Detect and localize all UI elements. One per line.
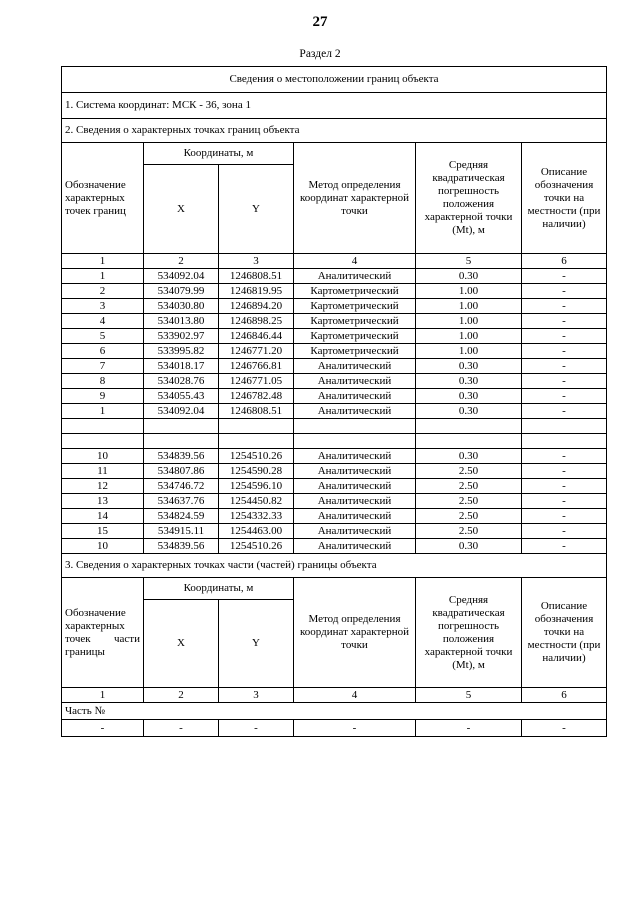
header-coordinates: Координаты, м	[144, 143, 294, 165]
part-cell: -	[294, 720, 416, 737]
error-cell: 1.00	[416, 329, 522, 344]
description-cell: -	[522, 284, 607, 299]
y-cell: 1246894.20	[219, 299, 294, 314]
empty-cell	[219, 434, 294, 449]
method-cell: Аналитический	[294, 389, 416, 404]
point-id-cell: 1	[62, 269, 144, 284]
x-cell: 534637.76	[144, 494, 219, 509]
x-cell: 534079.99	[144, 284, 219, 299]
x-cell: 534028.76	[144, 374, 219, 389]
col-number: 2	[144, 254, 219, 269]
y-cell: 1246846.44	[219, 329, 294, 344]
point-id-cell: 1	[62, 404, 144, 419]
col-number: 5	[416, 688, 522, 703]
empty-separator-row	[62, 419, 607, 434]
table-row	[62, 509, 607, 524]
error-cell: 2.50	[416, 494, 522, 509]
x-cell: 534839.56	[144, 449, 219, 464]
description-cell: -	[522, 344, 607, 359]
point-id-cell: 10	[62, 539, 144, 554]
error-cell: 0.30	[416, 404, 522, 419]
description-cell: -	[522, 359, 607, 374]
error-cell: 0.30	[416, 374, 522, 389]
table-row	[62, 314, 607, 329]
contour-1-rows	[62, 269, 607, 419]
y-cell: 1254332.33	[219, 509, 294, 524]
error-cell: 2.50	[416, 524, 522, 539]
x-cell: 534055.43	[144, 389, 219, 404]
table-title: Сведения о местоположении границ объекта	[62, 67, 607, 93]
error-cell: 1.00	[416, 314, 522, 329]
method-cell: Аналитический	[294, 464, 416, 479]
y-cell: 1246771.20	[219, 344, 294, 359]
part-cell: -	[144, 720, 219, 737]
empty-cell	[416, 419, 522, 434]
empty-cell	[522, 434, 607, 449]
description-cell: -	[522, 494, 607, 509]
header-x: X	[144, 165, 219, 254]
table-row	[62, 479, 607, 494]
empty-cell	[522, 419, 607, 434]
table-row	[62, 299, 607, 314]
x-cell: 533902.97	[144, 329, 219, 344]
part-column-numbers-row	[62, 688, 607, 703]
col-number: 1	[62, 254, 144, 269]
col-number: 3	[219, 254, 294, 269]
table-row	[62, 359, 607, 374]
empty-cell	[219, 419, 294, 434]
col-number: 3	[219, 688, 294, 703]
description-cell: -	[522, 509, 607, 524]
part-header-error: Средняя квадратическая погрешность положения характерной точки (Mt), м	[416, 578, 522, 688]
x-cell: 534746.72	[144, 479, 219, 494]
table-row	[62, 329, 607, 344]
col-number: 4	[294, 688, 416, 703]
point-id-cell: 6	[62, 344, 144, 359]
table-row	[62, 269, 607, 284]
page-number: 27	[312, 14, 328, 30]
table-row	[62, 524, 607, 539]
empty-separator-row	[62, 434, 607, 449]
part-label: Часть №	[62, 703, 607, 720]
table-row	[62, 284, 607, 299]
description-cell: -	[522, 464, 607, 479]
description-cell: -	[522, 539, 607, 554]
part-cell: -	[62, 720, 144, 737]
description-cell: -	[522, 314, 607, 329]
method-cell: Аналитический	[294, 269, 416, 284]
method-cell: Аналитический	[294, 449, 416, 464]
method-cell: Картометрический	[294, 284, 416, 299]
point-id-cell: 10	[62, 449, 144, 464]
point-id-cell: 14	[62, 509, 144, 524]
point-id-cell: 7	[62, 359, 144, 374]
y-cell: 1254590.28	[219, 464, 294, 479]
description-cell: -	[522, 299, 607, 314]
method-cell: Картометрический	[294, 299, 416, 314]
part-row	[62, 720, 607, 737]
error-cell: 0.30	[416, 359, 522, 374]
y-cell: 1246771.05	[219, 374, 294, 389]
x-cell: 534915.11	[144, 524, 219, 539]
description-cell: -	[522, 524, 607, 539]
error-cell: 0.30	[416, 449, 522, 464]
point-id-cell: 2	[62, 284, 144, 299]
point-id-cell: 5	[62, 329, 144, 344]
section-2-title: 2. Сведения о характерных точках границ объекта	[62, 119, 607, 143]
col-number: 6	[522, 688, 607, 703]
col-number: 5	[416, 254, 522, 269]
y-cell: 1246819.95	[219, 284, 294, 299]
method-cell: Картометрический	[294, 344, 416, 359]
method-cell: Аналитический	[294, 404, 416, 419]
error-cell: 2.50	[416, 509, 522, 524]
y-cell: 1254510.26	[219, 539, 294, 554]
y-cell: 1246782.48	[219, 389, 294, 404]
y-cell: 1246808.51	[219, 404, 294, 419]
empty-cell	[62, 434, 144, 449]
header-y: Y	[219, 165, 294, 254]
y-cell: 1246898.25	[219, 314, 294, 329]
empty-cell	[144, 434, 219, 449]
point-id-cell: 4	[62, 314, 144, 329]
description-cell: -	[522, 374, 607, 389]
point-id-cell: 15	[62, 524, 144, 539]
coord-system: 1. Система координат: МСК - 36, зона 1	[62, 93, 607, 119]
empty-cell	[416, 434, 522, 449]
table-row	[62, 389, 607, 404]
header-method: Метод определения координат характерной точки	[294, 143, 416, 254]
part-boundary-table	[61, 553, 607, 737]
y-cell: 1254463.00	[219, 524, 294, 539]
x-cell: 534013.80	[144, 314, 219, 329]
contour-2-rows	[62, 449, 607, 554]
error-cell: 1.00	[416, 344, 522, 359]
section-title: Раздел 2	[299, 48, 341, 60]
y-cell: 1254596.10	[219, 479, 294, 494]
y-cell: 1246808.51	[219, 269, 294, 284]
table-row	[62, 374, 607, 389]
point-id-cell: 13	[62, 494, 144, 509]
part-cell: -	[219, 720, 294, 737]
point-id-cell: 11	[62, 464, 144, 479]
part-header-method: Метод определения координат характерной точки	[294, 578, 416, 688]
method-cell: Аналитический	[294, 539, 416, 554]
part-cell: -	[522, 720, 607, 737]
col-number: 2	[144, 688, 219, 703]
error-cell: 0.30	[416, 389, 522, 404]
y-cell: 1246766.81	[219, 359, 294, 374]
boundary-table	[61, 66, 607, 554]
method-cell: Аналитический	[294, 494, 416, 509]
method-cell: Аналитический	[294, 374, 416, 389]
point-id-cell: 3	[62, 299, 144, 314]
description-cell: -	[522, 329, 607, 344]
part-header-x: X	[144, 600, 219, 688]
table-row	[62, 404, 607, 419]
point-id-cell: 8	[62, 374, 144, 389]
table-row	[62, 464, 607, 479]
part-cell: -	[416, 720, 522, 737]
description-cell: -	[522, 404, 607, 419]
y-cell: 1254510.26	[219, 449, 294, 464]
error-cell: 2.50	[416, 479, 522, 494]
error-cell: 1.00	[416, 299, 522, 314]
empty-cell	[144, 419, 219, 434]
col-number: 6	[522, 254, 607, 269]
header-error: Средняя квадратическая погрешность положения характерной точки (Mt), м	[416, 143, 522, 254]
section-3-title: 3. Сведения о характерных точках части (частей) границы объекта	[62, 554, 607, 578]
part-header-y: Y	[219, 600, 294, 688]
part-header-description: Описание обозначения точки на местности (при наличии)	[522, 578, 607, 688]
column-numbers-row	[62, 254, 607, 269]
table-row	[62, 344, 607, 359]
method-cell: Картометрический	[294, 314, 416, 329]
description-cell: -	[522, 389, 607, 404]
method-cell: Аналитический	[294, 524, 416, 539]
method-cell: Аналитический	[294, 509, 416, 524]
x-cell: 534030.80	[144, 299, 219, 314]
x-cell: 534824.59	[144, 509, 219, 524]
header-description: Описание обозначения точки на местности (при наличии)	[522, 143, 607, 254]
table-row	[62, 494, 607, 509]
empty-cell	[294, 419, 416, 434]
col-number: 1	[62, 688, 144, 703]
error-cell: 1.00	[416, 284, 522, 299]
description-cell: -	[522, 269, 607, 284]
x-cell: 534092.04	[144, 404, 219, 419]
y-cell: 1254450.82	[219, 494, 294, 509]
x-cell: 533995.82	[144, 344, 219, 359]
table-row	[62, 449, 607, 464]
method-cell: Аналитический	[294, 479, 416, 494]
table-row	[62, 539, 607, 554]
point-id-cell: 9	[62, 389, 144, 404]
method-cell: Картометрический	[294, 329, 416, 344]
method-cell: Аналитический	[294, 359, 416, 374]
error-cell: 0.30	[416, 269, 522, 284]
error-cell: 0.30	[416, 539, 522, 554]
header-point-designation: Обозначение характерных точек границ	[62, 143, 144, 254]
point-id-cell: 12	[62, 479, 144, 494]
x-cell: 534092.04	[144, 269, 219, 284]
col-number: 4	[294, 254, 416, 269]
x-cell: 534839.56	[144, 539, 219, 554]
description-cell: -	[522, 449, 607, 464]
empty-cell	[294, 434, 416, 449]
empty-cell	[62, 419, 144, 434]
x-cell: 534018.17	[144, 359, 219, 374]
error-cell: 2.50	[416, 464, 522, 479]
description-cell: -	[522, 479, 607, 494]
part-header-point-designation: Обозначение характерных точек части границы	[62, 578, 144, 688]
part-header-coordinates: Координаты, м	[144, 578, 294, 600]
x-cell: 534807.86	[144, 464, 219, 479]
